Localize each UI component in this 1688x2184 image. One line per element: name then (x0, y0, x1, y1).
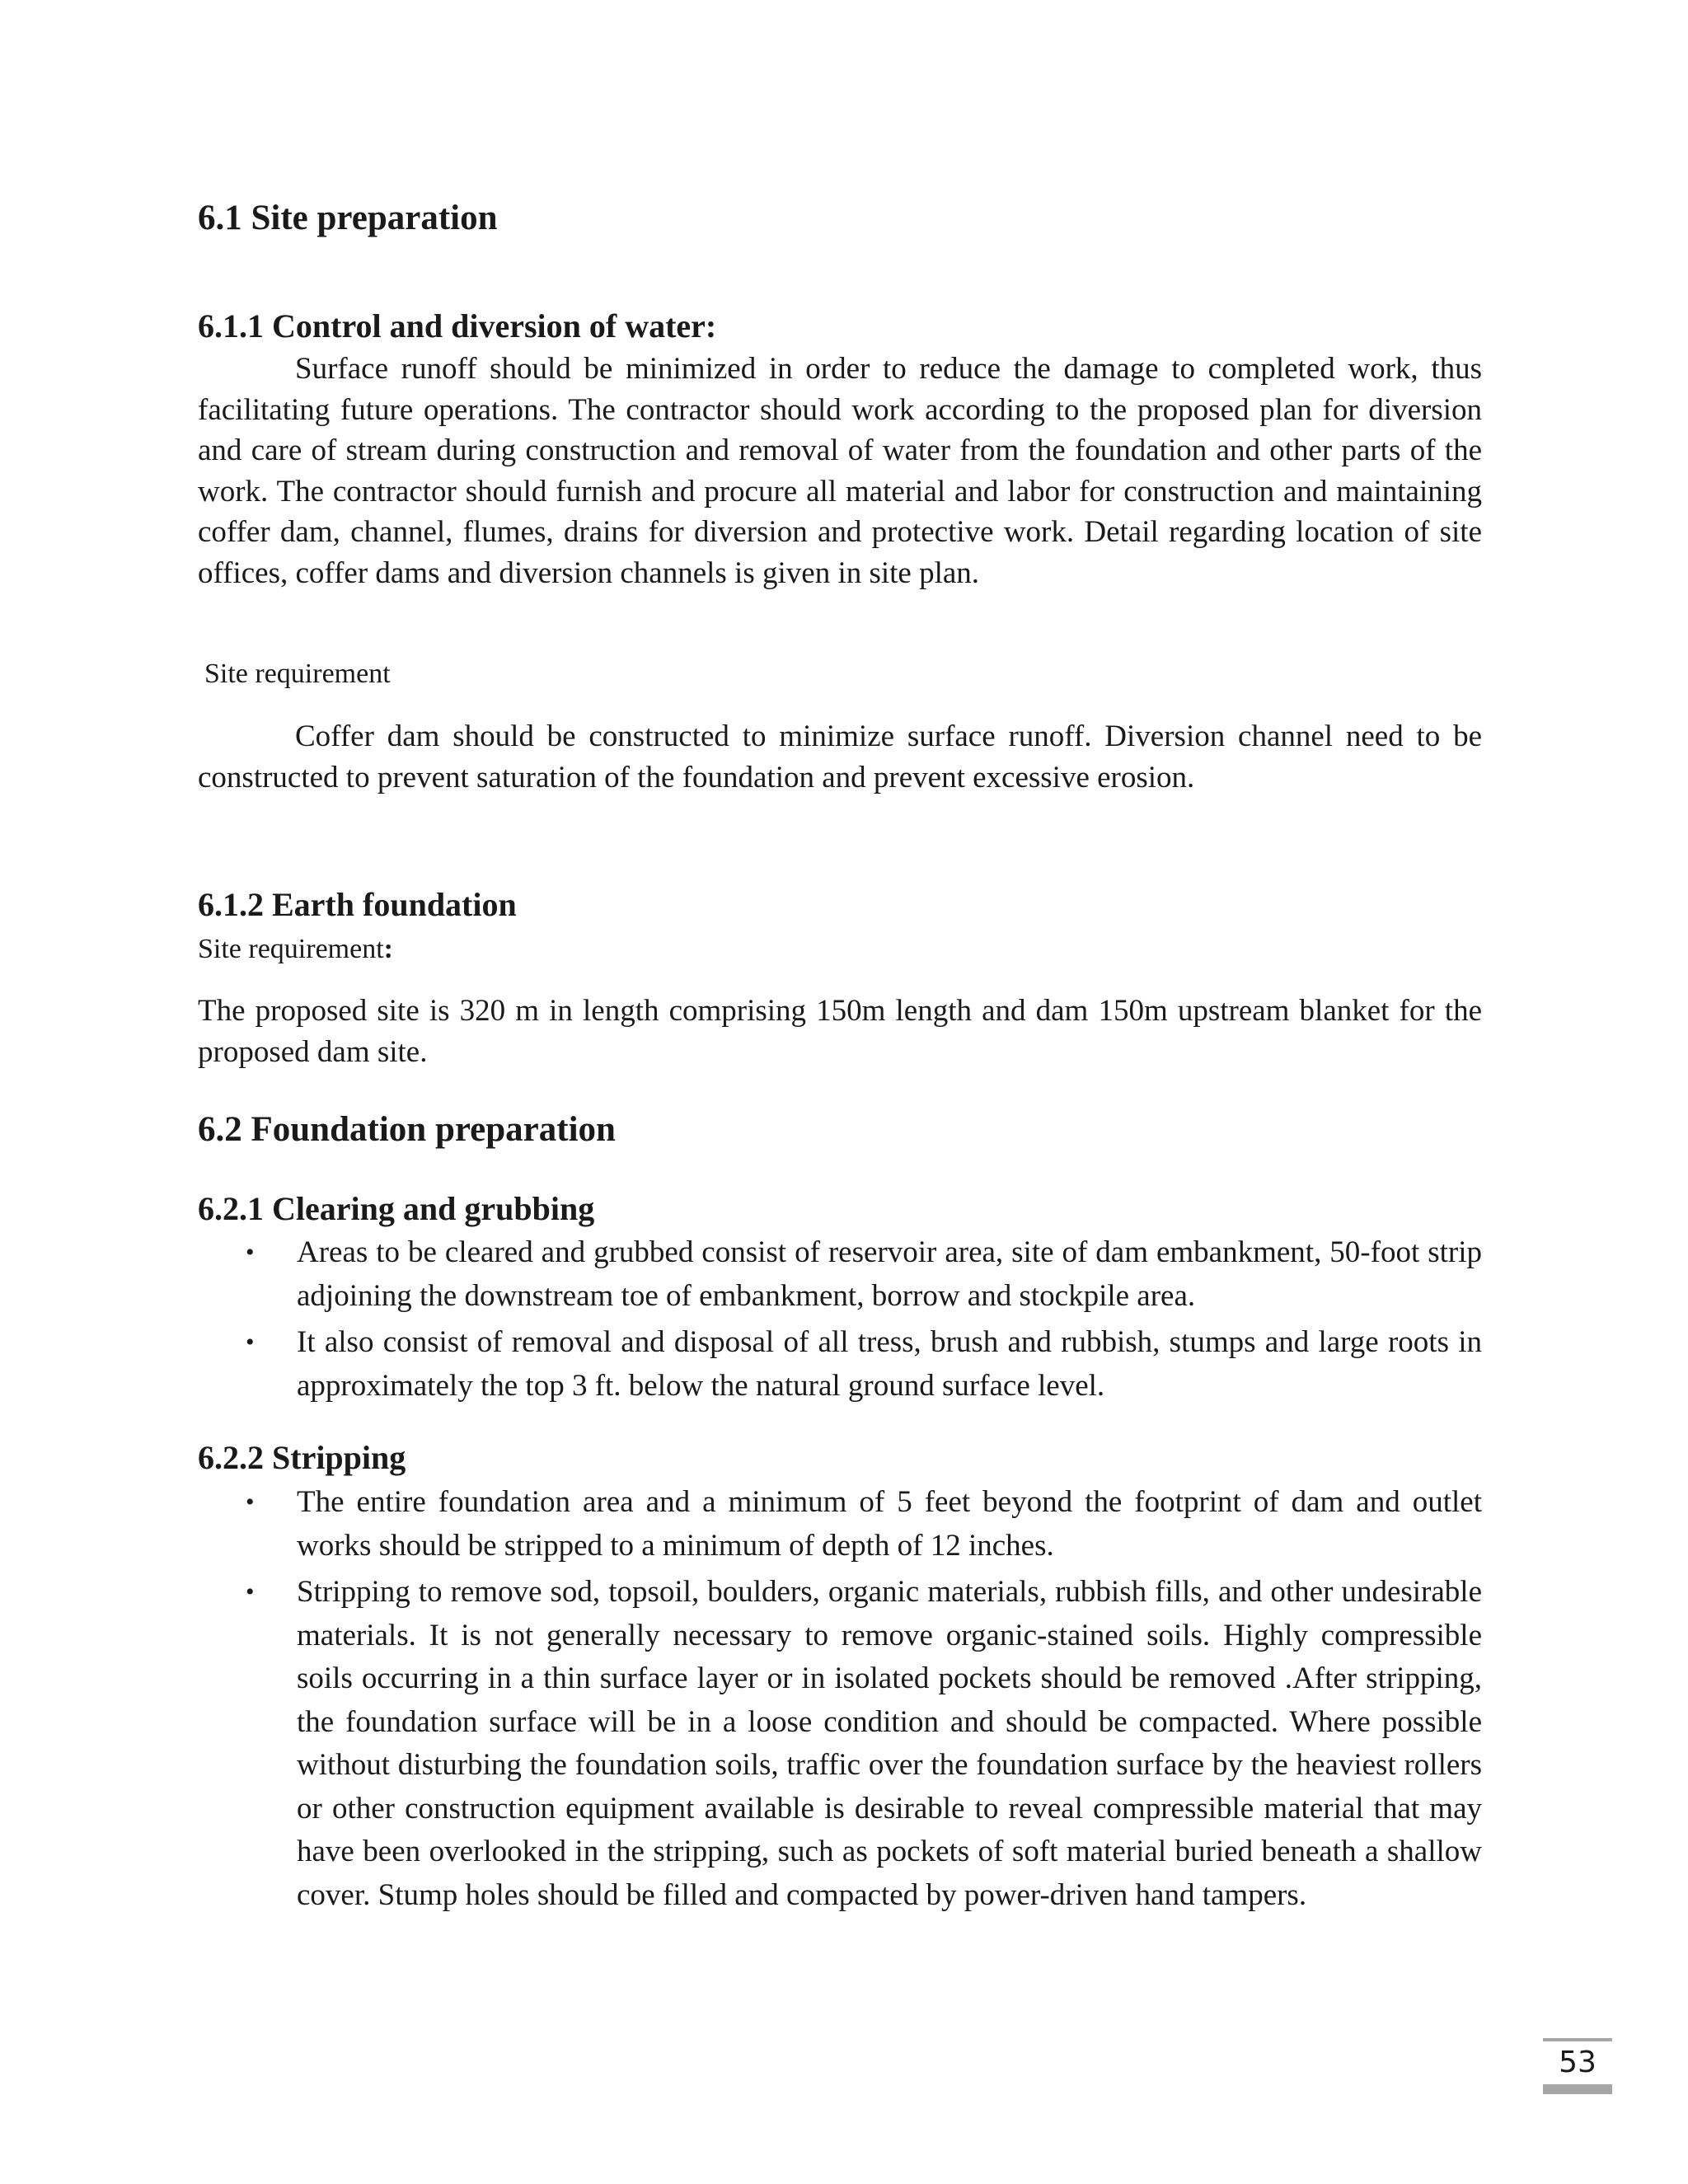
heading-6-1-1: 6.1.1 Control and diversion of water: (198, 307, 717, 344)
heading-6-2-2: 6.2.2 Stripping (198, 1439, 406, 1476)
list-item (198, 1321, 1482, 1408)
page-number-rule-bottom (1543, 2084, 1612, 2094)
heading-6-2-1: 6.2.1 Clearing and grubbing (198, 1190, 595, 1227)
heading-6-2: 6.2 Foundation preparation (198, 1110, 616, 1149)
site-requirement-colon: : (383, 934, 393, 964)
paragraph-coffer-dam: Coffer dam should be constructed to minimize surface runoff. Diversion channel need to be constructed to prevent saturation of the foundation and prevent excessive erosion. (198, 719, 1482, 794)
list-item (198, 1571, 1482, 1917)
list-item-text: Stripping to remove sod, topsoil, boulders, organic materials, rubbish fills, and other undesirable materials. It is not generally necessary to remove organic-stained soils. Highly compressible soils occurring in a thin surface layer or in isolated pockets should be removed .After stripping, the foundation surface will be in a loose condition and should be compacted. Where possible without disturbing the foundation soils, traffic over the foundation surface by the heaviest rollers or other construction equipment available is desirable to reveal compressible material that may have been overlooked in the stripping, such as pockets of soft material buried beneath a shallow cover. Stump holes should be filled and compacted by power-driven hand tampers. (297, 1575, 1482, 1912)
clearing-bullet-list (198, 1231, 1482, 1408)
stripping-bullet-list (198, 1481, 1482, 1917)
earth-foundation-site-requirement (198, 931, 1482, 968)
list-item (198, 1481, 1482, 1568)
heading-6-1-2: 6.1.2 Earth foundation (198, 886, 517, 923)
site-requirement-text: Site requirement (198, 934, 384, 964)
site-requirement-label: Site requirement (204, 658, 391, 689)
bullet-icon: • (246, 1578, 255, 1605)
bullet-icon: • (246, 1329, 255, 1356)
page-number: 53 (1559, 2046, 1597, 2079)
list-item-text: The entire foundation area and a minimum of 5 feet beyond the footprint of dam and outlet works should be stripped to a minimum of depth of 12 inches. (297, 1485, 1482, 1563)
list-item-text: Areas to be cleared and grubbed consist of reservoir area, site of dam embankment, 50-foot strip adjoining the downstream toe of embankment, borrow and stockpile area. (297, 1235, 1482, 1313)
bullet-icon: • (246, 1488, 255, 1516)
page-number-footer (1543, 2038, 1612, 2094)
list-item-text: It also consist of removal and disposal of all tress, brush and rubbish, stumps and large roots in approximately the top 3 ft. below the natural ground surface level. (297, 1325, 1482, 1403)
heading-6-1: 6.1 Site preparation (198, 199, 498, 237)
paragraph-control-diversion: Surface runoff should be minimized in order to reduce the damage to completed work, thus facilitating future operations. The contractor should work according to the proposed plan for diversion and care of stream during construction and removal of water from the foundation and other parts of the work. The contractor should furnish and procure all material and labor for construction and maintaining coffer dam, channel, flumes, drains for diversion and protective work. Detail regarding location of site offices, coffer dams and diversion channels is given in site plan. (198, 352, 1482, 590)
list-item (198, 1231, 1482, 1318)
paragraph-proposed-site: The proposed site is 320 m in length comprising 150m length and dam 150m upstream blanket for the proposed dam site. (198, 994, 1482, 1069)
bullet-icon: • (246, 1239, 255, 1266)
